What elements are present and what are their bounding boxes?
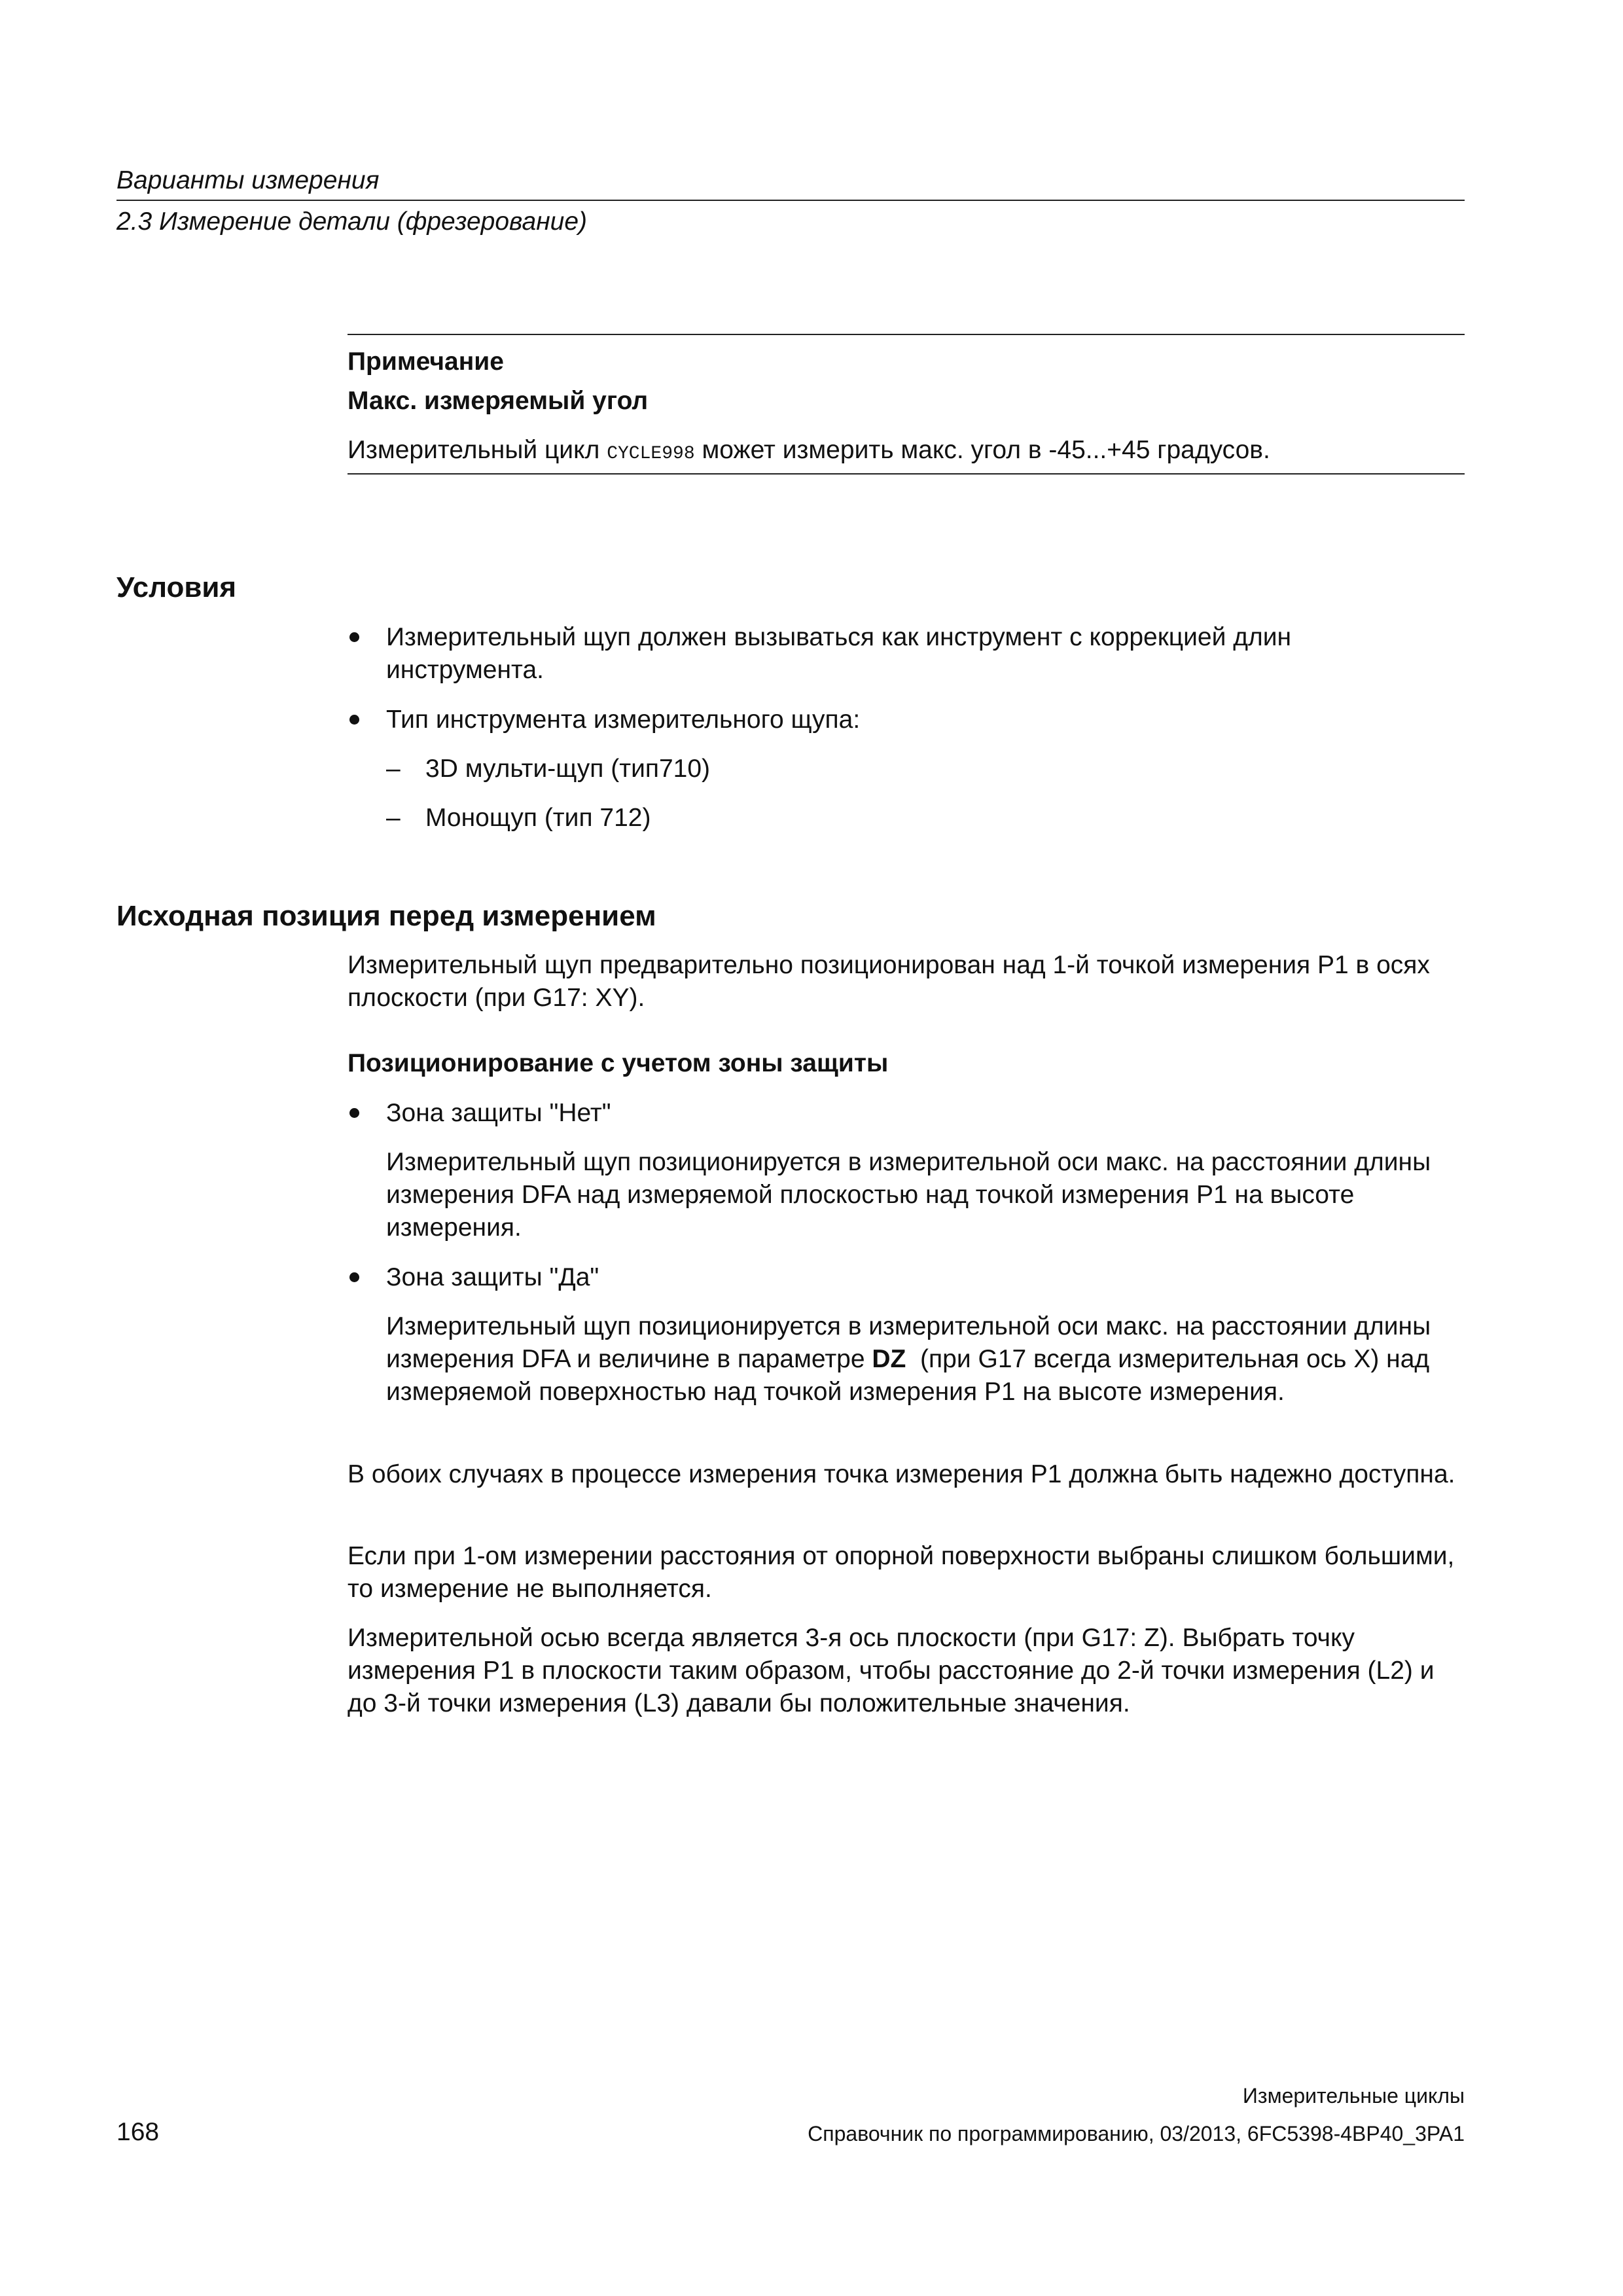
bullet-icon (349, 1272, 359, 1282)
paragraph-both-cases: В обоих случаях в процессе измерения точка измерения P1 должна быть надежно доступна. (348, 1460, 1455, 1488)
note-bottom-rule (348, 473, 1465, 475)
conditions-dash-1: 3D мульти-щуп (тип710) (425, 755, 711, 783)
page-number: 168 (116, 2118, 160, 2146)
protection-zone-yes-text-before: Измерительный щуп позиционируется в измерительной оси макс. на расстоянии длины измерения DFA и величине в параметре (386, 1312, 1438, 1373)
protection-zone-yes-text (386, 1310, 1466, 1408)
header-rule (116, 200, 1465, 201)
running-header-section: 2.3 Измерение детали (фрезерование) (116, 207, 588, 236)
conditions-heading: Условия (116, 571, 237, 603)
note-subtitle: Макс. измеряемый угол (348, 387, 649, 415)
protection-zone-no-text: Измерительный щуп позиционируется в измерительной оси макс. на расстоянии длины измерения DFA над измеряемой плоскостью над точкой измерения P1 на высоте измерения. (386, 1148, 1431, 1242)
protection-zone-no: Зона защиты "Нет" (386, 1099, 611, 1127)
footer-book-ref: Справочник по программированию, 03/2013, 6FC5398-4BP40_3PA1 (808, 2122, 1465, 2145)
running-header-chapter: Варианты измерения (116, 166, 380, 194)
note-title: Примечание (348, 348, 504, 376)
bullet-icon (349, 1108, 359, 1118)
conditions-bullet-2: Тип инструмента измерительного щупа: (386, 706, 861, 734)
note-text-before: Измерительный цикл (348, 436, 607, 464)
param-dz: DZ (872, 1345, 906, 1373)
protection-zone-yes-text-after: (при G17 всегда измерительная ось X) над измеряемой поверхностью над точкой измерения P1 на высоте измерения. (386, 1345, 1436, 1406)
start-position-intro: Измерительный щуп предварительно позиционирован над 1-й точкой измерения P1 в осях плоскости (при G17: XY). (348, 951, 1430, 1012)
bullet-icon (349, 715, 359, 725)
paragraph-too-large: Если при 1-ом измерении расстояния от опорной поверхности выбраны слишком большими, то измерение не выполняется. (348, 1542, 1455, 1603)
paragraph-measuring-axis: Измерительной осью всегда является 3-я ось плоскости (при G17: Z). Выбрать точку измерения P1 в плоскости таким образом, чтобы расстояние до 2-й точки измерения (L2) и до 3-й точки измерения (L3) давали бы положительные значения. (348, 1624, 1435, 1717)
protection-zone-yes: Зона защиты "Да" (386, 1263, 599, 1291)
note-code: CYCLE998 (607, 444, 695, 464)
footer-book-title: Измерительные циклы (1242, 2084, 1465, 2108)
bullet-icon (349, 632, 359, 642)
conditions-bullet-1: Измерительный щуп должен вызываться как инструмент с коррекцией длин инструмента. (386, 623, 1292, 684)
note-text-after: может измерить макс. угол в -45...+45 градусов. (694, 436, 1270, 464)
protection-zone-subheading: Позиционирование с учетом зоны защиты (348, 1049, 889, 1077)
conditions-dash-2: Монощуп (тип 712) (425, 804, 651, 832)
note-text (348, 434, 1270, 471)
start-position-heading: Исходная позиция перед измерением (116, 900, 656, 932)
dash-icon: – (386, 755, 401, 783)
dash-icon: – (386, 804, 401, 832)
note-top-rule (348, 334, 1465, 335)
